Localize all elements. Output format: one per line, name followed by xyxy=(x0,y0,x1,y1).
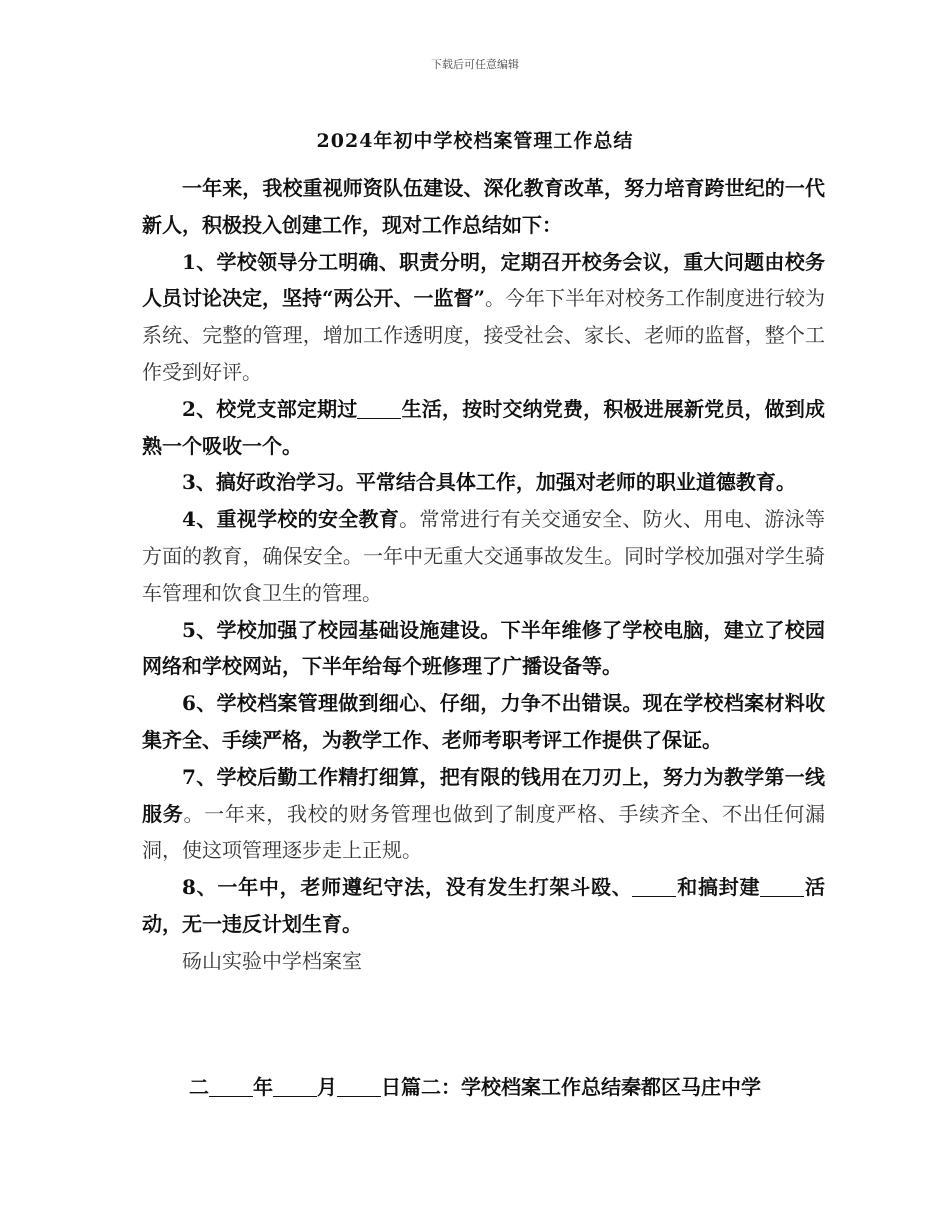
paragraph-1-normal: 。今年下半年对校务工作制度进行较为系统、完整的管理，增加工作透明度，接受社会、家长、老师的监督，整个工作受到好评。 xyxy=(142,286,826,384)
signature: 砀山实验中学档案室 xyxy=(182,948,362,973)
date-line xyxy=(0,1071,950,1100)
paragraph-7-bold: 7、学校后勤工作精打细算，把有限的钱用在刀刃上，努力为教学第一线服务 xyxy=(142,764,825,826)
intro-paragraph: 一年来，我校重视师资队伍建设、深化教育改革，努力培育跨世纪的一代新人，积极投入创建工作，现对工作总结如下： xyxy=(142,176,825,237)
document-body xyxy=(142,170,825,980)
paragraph-7 xyxy=(142,759,825,869)
paragraph-4-normal: 。常常进行有关交通安全、防火、用电、游泳等方面的教育，确保安全。一年中无重大交通事故发生。同时学校加强对学生骑车管理和饮食卫生的管理。 xyxy=(142,507,825,605)
paragraph-2-before-blank: 2、校党支部定期过 xyxy=(182,396,358,421)
paragraph-5: 5、学校加强了校园基础设施建设。下半年维修了学校电脑，建立了校园网络和学校网站，下半年给每个班修理了广播设备等。 xyxy=(142,617,825,679)
fill-blank xyxy=(209,1076,253,1097)
date-month: 月 xyxy=(317,1075,337,1099)
paragraph-8-part-2: 和搞封建 xyxy=(676,875,761,900)
paragraph-2 xyxy=(142,391,825,465)
fill-blank xyxy=(632,876,676,897)
paragraph-1 xyxy=(142,244,825,391)
fill-blank xyxy=(760,876,804,897)
paragraph-7-normal: 。一年来，我校的财务管理也做到了制度严格、手续齐全、不出任何漏洞，使这项管理逐步走上正规。 xyxy=(142,801,825,863)
paragraph-8-part-3: 活动，无一违反计划生育。 xyxy=(142,875,826,936)
paragraph-8 xyxy=(142,869,825,943)
fill-blank xyxy=(273,1076,317,1097)
paragraph-4-bold: 4、重视学校的安全教育 xyxy=(182,507,400,532)
header-note: 下载后可任意编辑 xyxy=(431,58,519,71)
paragraph-4 xyxy=(142,501,825,611)
date-year: 年 xyxy=(253,1075,273,1099)
paragraph-2-after-blank: 生活，按时交纳党费，积极进展新党员，做到成熟一个吸收一个。 xyxy=(142,396,826,458)
paragraph-8-part-1: 8、一年中，老师遵纪守法，没有发生打架斗殴、 xyxy=(182,875,633,900)
document-title: 2024年初中学校档案管理工作总结 xyxy=(316,130,634,152)
fill-blank xyxy=(357,398,401,419)
paragraph-3: 3、搞好政治学习。平常结合具体工作，加强对老师的职业道德教育。 xyxy=(182,470,796,495)
date-prefix: 二 xyxy=(189,1075,209,1099)
paragraph-1-bold: 1、学校领导分工明确、职责分明，定期召开校务会议，重大问题由校务人员讨论决定，坚持“两公开、一监督” xyxy=(142,249,825,311)
date-day-and-next-title: 日篇二：学校档案工作总结秦都区马庄中学 xyxy=(381,1075,761,1099)
paragraph-6: 6、学校档案管理做到细心、仔细，力争不出错误。现在学校档案材料收集齐全、手续严格，为教学工作、老师考职考评工作提供了保证。 xyxy=(142,691,825,752)
fill-blank xyxy=(337,1076,381,1097)
